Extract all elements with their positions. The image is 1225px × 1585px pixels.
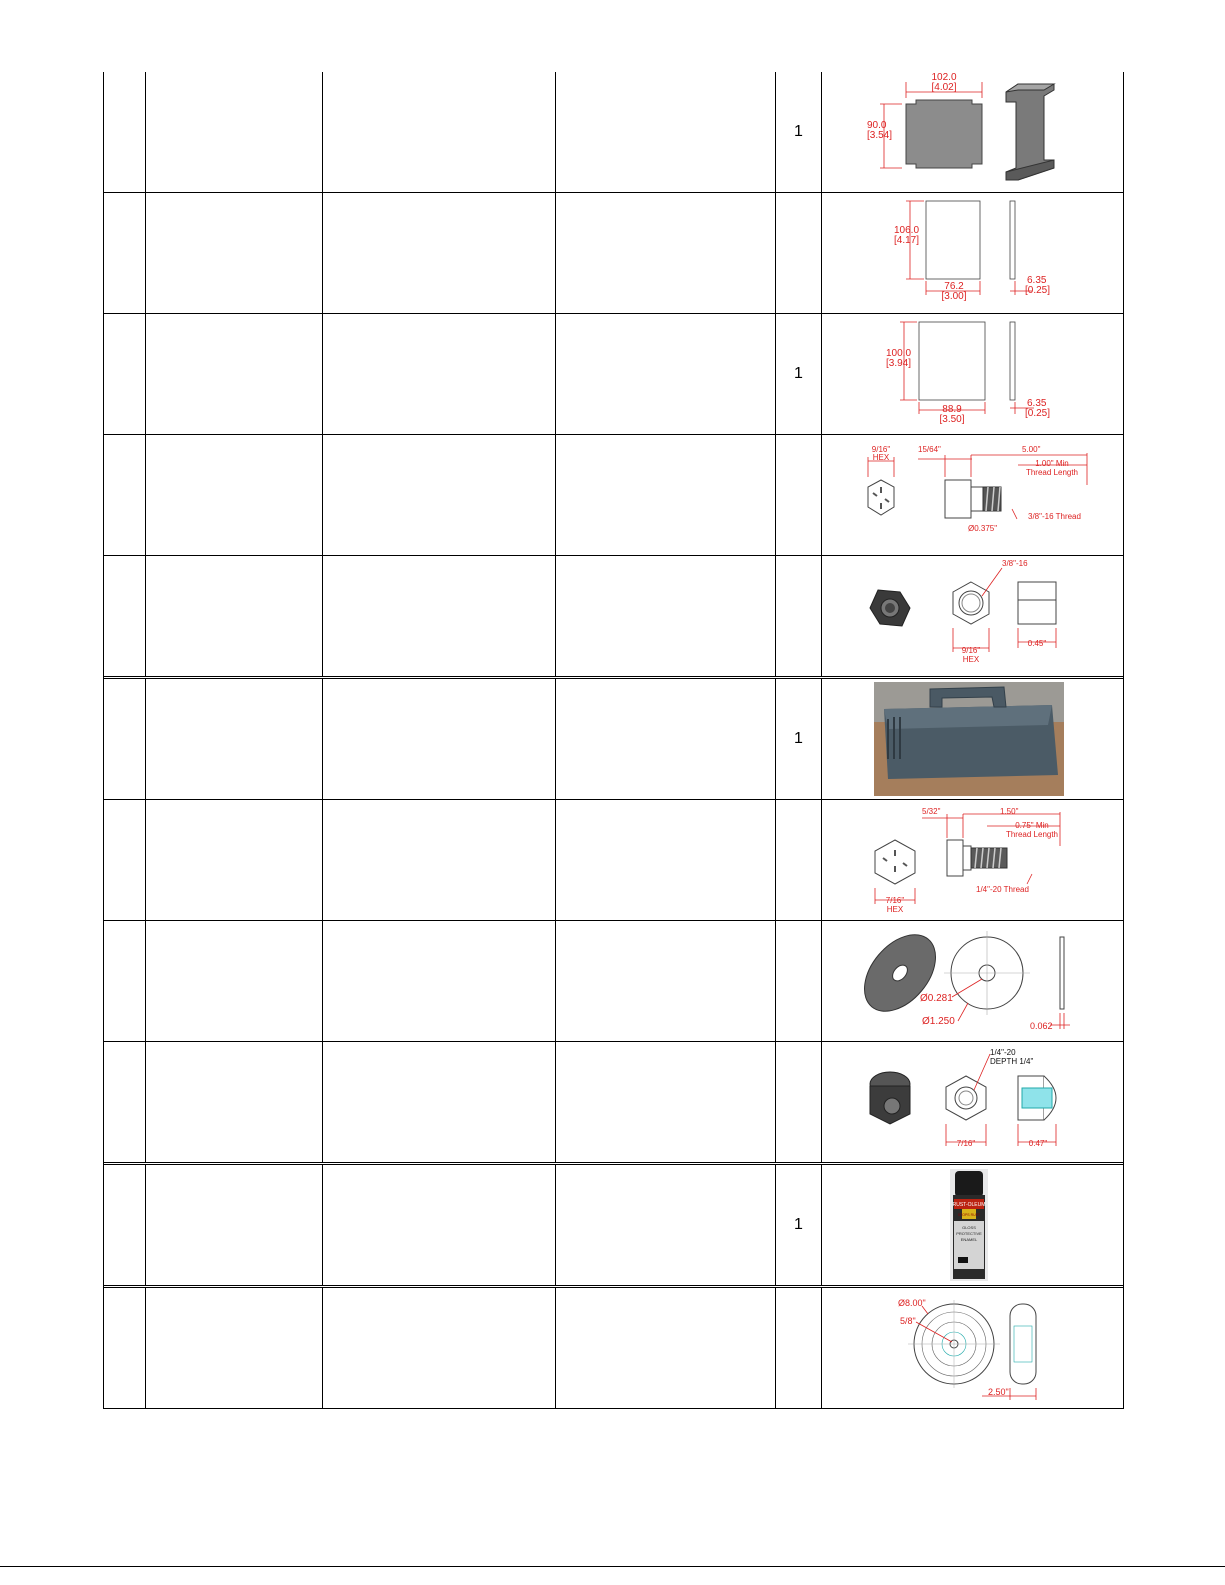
svg-text:9/16": 9/16" xyxy=(961,646,981,655)
col-divider xyxy=(145,72,146,192)
col-divider xyxy=(555,921,556,1041)
svg-text:[0.25]: [0.25] xyxy=(1025,408,1051,419)
part-image xyxy=(822,1042,1123,1162)
svg-text:DEPTH 1/4": DEPTH 1/4" xyxy=(990,1057,1034,1066)
part-image xyxy=(822,72,1123,192)
col-divider xyxy=(555,72,556,192)
quantity-cell: 1 xyxy=(794,365,803,382)
col-divider xyxy=(555,1165,556,1285)
plate-drawing xyxy=(822,72,1123,192)
svg-text:1.50": 1.50" xyxy=(1000,807,1019,816)
quantity-cell xyxy=(775,800,822,920)
capnut-drawing xyxy=(822,1042,1123,1162)
parts-table xyxy=(103,72,1124,1409)
col-divider xyxy=(555,1288,556,1408)
svg-text:0.45": 0.45" xyxy=(1027,639,1047,648)
quantity-cell xyxy=(775,1288,822,1408)
svg-text:90.0: 90.0 xyxy=(867,120,887,131)
table-row xyxy=(104,1042,1123,1165)
col-divider xyxy=(145,314,146,434)
svg-text:1/4"-20: 1/4"-20 xyxy=(990,1048,1016,1057)
part-image xyxy=(822,679,1123,799)
table-row xyxy=(104,435,1123,556)
table-row xyxy=(104,1165,1123,1288)
col-divider xyxy=(322,435,323,555)
part-image xyxy=(822,800,1123,920)
nut-drawing xyxy=(822,556,1123,676)
svg-text:1/4"-20 Thread: 1/4"-20 Thread xyxy=(976,885,1029,894)
svg-text:9/16": 9/16" xyxy=(871,445,891,454)
table-row xyxy=(104,800,1123,921)
col-divider xyxy=(322,1165,323,1285)
col-divider xyxy=(145,435,146,555)
svg-text:HEX: HEX xyxy=(962,655,980,664)
part-image xyxy=(822,1165,1123,1285)
col-divider xyxy=(322,800,323,920)
svg-text:GLOSS: GLOSS xyxy=(962,1225,976,1230)
svg-text:[3.54]: [3.54] xyxy=(867,130,893,141)
wheel-drawing xyxy=(822,1288,1123,1408)
col-divider xyxy=(555,679,556,799)
col-divider xyxy=(145,1288,146,1408)
quantity-cell xyxy=(775,435,822,555)
col-divider xyxy=(322,72,323,192)
svg-text:Thread Length: Thread Length xyxy=(1005,830,1059,839)
svg-text:[4.17]: [4.17] xyxy=(894,235,920,246)
col-divider xyxy=(145,1165,146,1285)
svg-text:[4.02]: [4.02] xyxy=(931,82,957,93)
svg-text:76.2: 76.2 xyxy=(944,281,964,292)
col-divider xyxy=(145,800,146,920)
svg-text:STOPS RUST: STOPS RUST xyxy=(957,1213,981,1217)
col-divider xyxy=(555,1042,556,1162)
svg-text:[3.94]: [3.94] xyxy=(886,358,912,369)
svg-text:3/8"-16 Thread: 3/8"-16 Thread xyxy=(1028,512,1081,521)
svg-text:102.0: 102.0 xyxy=(931,72,957,83)
table-row xyxy=(104,679,1123,800)
svg-text:0.062: 0.062 xyxy=(1030,1021,1053,1031)
svg-text:5/8": 5/8" xyxy=(900,1316,916,1326)
col-divider xyxy=(145,556,146,676)
svg-text:5/32": 5/32" xyxy=(922,807,941,816)
part-image xyxy=(822,1288,1123,1408)
panel-drawing xyxy=(822,193,1123,313)
panel-drawing xyxy=(822,314,1123,434)
col-divider xyxy=(555,435,556,555)
table-row xyxy=(104,556,1123,679)
svg-text:Ø0.375": Ø0.375" xyxy=(968,524,998,533)
svg-text:Ø8.00": Ø8.00" xyxy=(898,1298,926,1308)
col-divider xyxy=(322,921,323,1041)
svg-text:3/8"-16: 3/8"-16 xyxy=(1002,559,1028,568)
quantity-cell: 1 xyxy=(794,1216,803,1233)
col-divider xyxy=(322,1288,323,1408)
quantity-cell xyxy=(775,1042,822,1162)
col-divider xyxy=(145,921,146,1041)
col-divider xyxy=(145,1042,146,1162)
svg-text:Ø1.250: Ø1.250 xyxy=(922,1016,955,1027)
svg-text:HEX: HEX xyxy=(872,453,890,462)
col-divider xyxy=(555,800,556,920)
col-divider xyxy=(555,314,556,434)
part-image xyxy=(822,921,1123,1041)
table-row xyxy=(104,1288,1123,1408)
svg-text:0.47": 0.47" xyxy=(1028,1139,1048,1148)
col-divider xyxy=(322,314,323,434)
table-row xyxy=(104,314,1123,435)
bolt-drawing xyxy=(822,800,1123,920)
part-image xyxy=(822,314,1123,434)
quantity-cell xyxy=(775,921,822,1041)
svg-text:2.50": 2.50" xyxy=(988,1387,1009,1397)
col-divider xyxy=(322,556,323,676)
svg-text:7/16": 7/16" xyxy=(885,896,905,905)
col-divider xyxy=(322,1042,323,1162)
table-row xyxy=(104,921,1123,1042)
col-divider xyxy=(555,556,556,676)
svg-text:RUST-OLEUM: RUST-OLEUM xyxy=(952,1202,986,1208)
svg-text:6.35: 6.35 xyxy=(1027,398,1047,409)
svg-text:88.9: 88.9 xyxy=(942,404,962,415)
table-row xyxy=(104,193,1123,314)
svg-text:[3.00]: [3.00] xyxy=(941,291,967,302)
quantity-cell xyxy=(775,193,822,313)
svg-text:0.75" Min: 0.75" Min xyxy=(1015,821,1049,830)
svg-text:Thread Length: Thread Length xyxy=(1025,468,1079,477)
quantity-cell: 1 xyxy=(794,730,803,747)
svg-text:106.0: 106.0 xyxy=(894,225,920,236)
svg-text:7/16": 7/16" xyxy=(956,1139,976,1148)
svg-text:100.0: 100.0 xyxy=(886,348,912,359)
col-divider xyxy=(145,679,146,799)
part-image xyxy=(822,193,1123,313)
svg-text:ENAMEL: ENAMEL xyxy=(960,1237,978,1242)
page-footer-rule xyxy=(0,1566,1225,1567)
svg-text:PROTECTIVE: PROTECTIVE xyxy=(956,1231,982,1236)
case-photo xyxy=(822,679,1123,799)
col-divider xyxy=(322,193,323,313)
col-divider xyxy=(145,193,146,313)
svg-text:15/64": 15/64" xyxy=(918,445,941,454)
quantity-cell xyxy=(775,556,822,676)
part-image xyxy=(822,556,1123,676)
part-image xyxy=(822,435,1123,555)
svg-text:1.00" Min: 1.00" Min xyxy=(1035,459,1069,468)
svg-text:[3.50]: [3.50] xyxy=(939,414,965,425)
bolt-drawing xyxy=(822,435,1123,555)
quantity-cell: 1 xyxy=(794,123,803,140)
washer-drawing xyxy=(822,921,1123,1041)
svg-text:6.35: 6.35 xyxy=(1027,275,1047,286)
col-divider xyxy=(555,193,556,313)
spray-can-photo xyxy=(822,1165,1123,1285)
svg-text:HEX: HEX xyxy=(886,905,904,914)
col-divider xyxy=(322,679,323,799)
svg-text:Ø0.281: Ø0.281 xyxy=(920,993,953,1004)
table-row xyxy=(104,72,1123,193)
svg-text:5.00": 5.00" xyxy=(1022,445,1041,454)
svg-text:[0.25]: [0.25] xyxy=(1025,285,1051,296)
